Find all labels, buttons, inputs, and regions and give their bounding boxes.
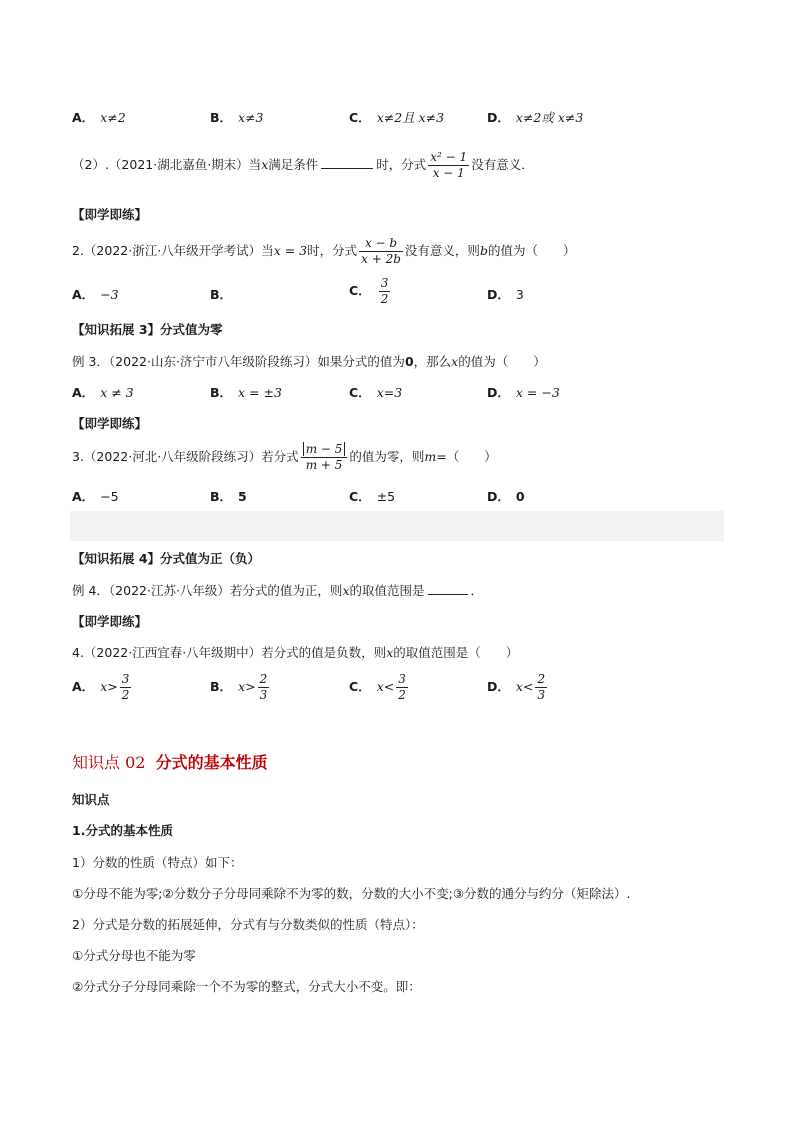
q2-option-a[interactable]: A． −3 bbox=[72, 287, 119, 302]
q3-option-a[interactable]: A． −5 bbox=[72, 489, 119, 504]
q3-option-d[interactable]: D． 0 bbox=[487, 489, 525, 504]
example-3-stem: 例 3．（2022·山东·济宁市八年级阶段练习）如果分式的值为0，那么x的值为（ ） bbox=[72, 354, 546, 369]
knowledge-line: 1）分数的性质（特点）如下： bbox=[72, 855, 243, 870]
q4-option-c[interactable]: C． x< $\frac{3}{2}$ bbox=[349, 672, 406, 702]
fraction: $\frac{3}{2}$ bbox=[121, 672, 130, 702]
extension-label-3: 【知识拓展 3】分式值为零 bbox=[72, 322, 223, 337]
practice-label: 【即学即练】 bbox=[72, 207, 148, 222]
q2-options bbox=[72, 276, 672, 308]
q4-option-d[interactable]: D． x< $\frac{2}{3}$ bbox=[487, 672, 546, 702]
q2-option-c[interactable]: C． $\frac{3}{2}$ bbox=[349, 276, 389, 306]
knowledge-line: 2）分式是分数的拓展延伸，分式有与分数类似的性质（特点）： bbox=[72, 917, 424, 932]
example-3-options bbox=[72, 383, 672, 411]
fraction: $\frac{3}{2}$ bbox=[398, 672, 406, 702]
q2-stem: 2.（2022·浙江·八年级开学考试）当x = 3时，分式 $\frac{x - b}{x + 2b}$ 没有意义，则b的值为（ ） bbox=[72, 236, 576, 266]
practice-label: 【即学即练】 bbox=[72, 614, 148, 629]
extension-label-4: 【知识拓展 4】分式值为正（负） bbox=[72, 551, 261, 566]
knowledge-point-title: 1.分式的基本性质 bbox=[72, 823, 173, 838]
fraction: $\frac{2}{3}$ bbox=[537, 672, 546, 702]
q1-option-a[interactable]: A． x≠2 bbox=[72, 110, 126, 125]
ex3-option-d[interactable]: D． x = −3 bbox=[487, 385, 560, 400]
answer-blank[interactable] bbox=[428, 582, 468, 595]
practice-label: 【即学即练】 bbox=[72, 416, 148, 431]
fraction: $\frac{2}{3}$ bbox=[259, 672, 268, 702]
fraction: $\frac{m - 5}{m + 5}$ bbox=[301, 442, 348, 473]
fraction: $\frac{3}{2}$ bbox=[380, 276, 389, 306]
answer-area-bar bbox=[70, 511, 724, 541]
q3-option-b[interactable]: B． 5 bbox=[210, 489, 247, 504]
q3-option-c[interactable]: C． ±5 bbox=[349, 489, 396, 504]
example-4-stem: 例 4．（2022·江苏·八年级）若分式的值为正，则x的取值范围是 ． bbox=[72, 583, 484, 598]
ex3-option-b[interactable]: B． x = ±3 bbox=[210, 385, 282, 400]
fraction: $\frac{\text{x² − 1}}{x - 1}$ bbox=[430, 150, 468, 180]
knowledge-line: ②分式分子分母同乘除一个不为零的整式，分式大小不变。即： bbox=[72, 979, 421, 994]
knowledge-line: ①分母不能为零;②分数分子分母同乘除不为零的数，分数的大小不变;③分数的通分与约分（矩除法）. bbox=[72, 886, 631, 901]
q3-stem: 3.（2022·河北·八年级阶段练习）若分式 $\frac{m - 5}{m + 5}$ 的值为零，则m=（ ） bbox=[72, 442, 497, 472]
q1-option-d[interactable]: D． x≠2或 x≠3 bbox=[487, 110, 584, 125]
q1-options bbox=[72, 108, 672, 136]
fraction: $\frac{x - b}{x + 2b}$ bbox=[361, 236, 401, 266]
ex3-option-a[interactable]: A． x ≠ 3 bbox=[72, 385, 134, 400]
q2-option-b[interactable]: B． bbox=[210, 287, 233, 302]
answer-blank[interactable] bbox=[321, 156, 373, 169]
q4-option-a[interactable]: A． x> $\frac{3}{2}$ bbox=[72, 672, 130, 702]
knowledge-line: ①分式分母也不能为零 bbox=[72, 948, 196, 963]
ex3-option-c[interactable]: C． x=3 bbox=[349, 385, 403, 400]
q1-option-c[interactable]: C． x≠2且 x≠3 bbox=[349, 110, 445, 125]
section-heading: 知识点 02 分式的基本性质 bbox=[72, 753, 268, 772]
q2-option-d[interactable]: D． 3 bbox=[487, 287, 524, 302]
q4-stem: 4.（2022·江西宜春·八年级期中）若分式的值是负数，则x的取值范围是（ ） bbox=[72, 645, 519, 660]
q4-option-b[interactable]: B． x> $\frac{2}{3}$ bbox=[210, 672, 268, 702]
q1-part2: （2）.（2021·湖北嘉鱼·期末）当x满足条件 时，分式 $\frac{\text{x² − 1}}{x - 1}$ 没有意义． bbox=[72, 150, 534, 180]
knowledge-label: 知识点 bbox=[72, 792, 110, 807]
q4-options bbox=[72, 672, 672, 700]
q1-option-b[interactable]: B． x≠3 bbox=[210, 110, 264, 125]
